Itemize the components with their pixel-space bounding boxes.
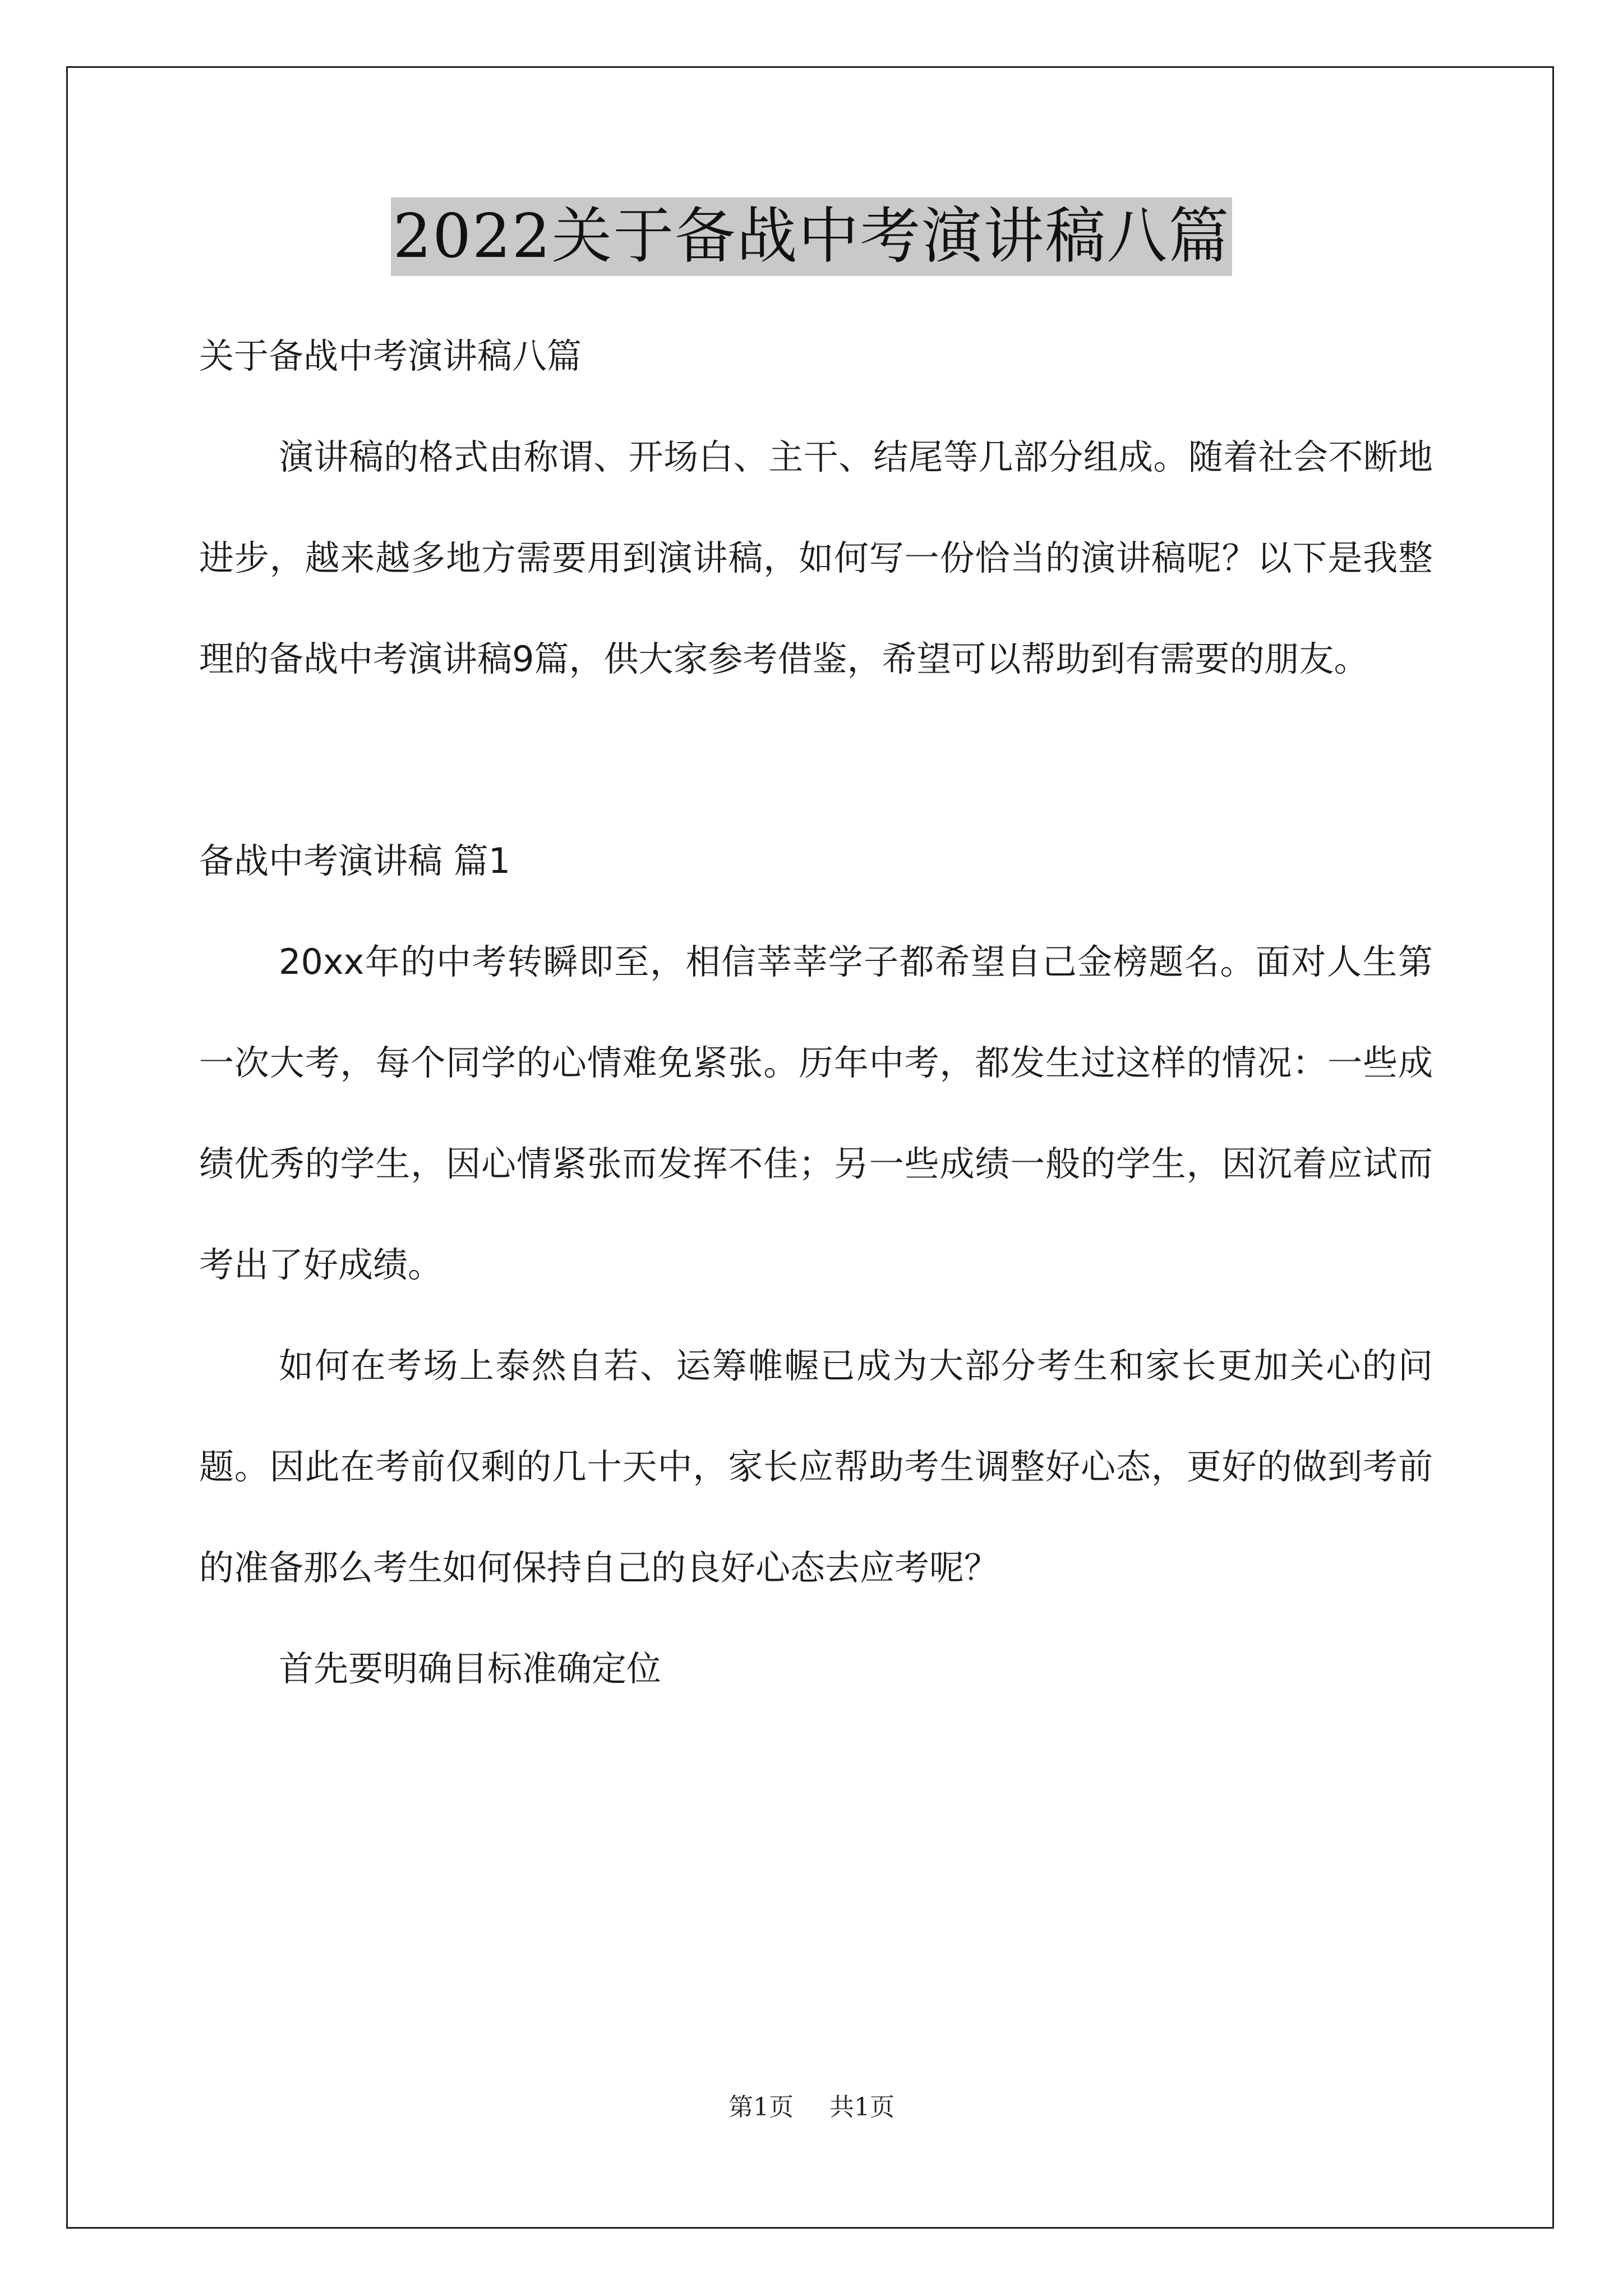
body-paragraph-2: 如何在考场上泰然自若、运筹帷幄已成为大部分考生和家长更加关心的问题。因此在考前仅剩的几十天中，家长应帮助考生调整好心态，更好的做到考前的准备那么考生如何保持自己的良好心态去应考呢？: [199, 1345, 1433, 1588]
section-heading: 备战中考演讲稿 篇1: [199, 840, 511, 881]
body-paragraph-3: 首先要明确目标准确定位: [279, 1648, 662, 1689]
page-number-current: 第1页: [728, 2093, 794, 2122]
page-number-total: 共1页: [829, 2093, 895, 2122]
body-paragraph-1: 20xx年的中考转瞬即至，相信莘莘学子都希望自己金榜题名。面对人生第一次大考，每个同学的心情难免紧张。历年中考，都发生过这样的情况：一些成绩优秀的学生，因心情紧张而发挥不佳；另一些成绩一般的学生，因沉着应试而考出了好成绩。: [199, 941, 1433, 1285]
document-title-text: 2022关于备战中考演讲稿八篇: [391, 197, 1233, 276]
document-title: [0, 197, 1623, 276]
document-body: [199, 306, 1433, 1719]
page-footer: [0, 2087, 1623, 2123]
subtitle: 关于备战中考演讲稿八篇: [199, 335, 582, 376]
section-spacer: [199, 710, 1433, 811]
intro-paragraph: 演讲稿的格式由称谓、开场白、主干、结尾等几部分组成。随着社会不断地进步，越来越多地方需要用到演讲稿，如何写一份恰当的演讲稿呢？以下是我整理的备战中考演讲稿9篇，供大家参考借鉴，希望可以帮助到有需要的朋友。: [199, 436, 1433, 679]
